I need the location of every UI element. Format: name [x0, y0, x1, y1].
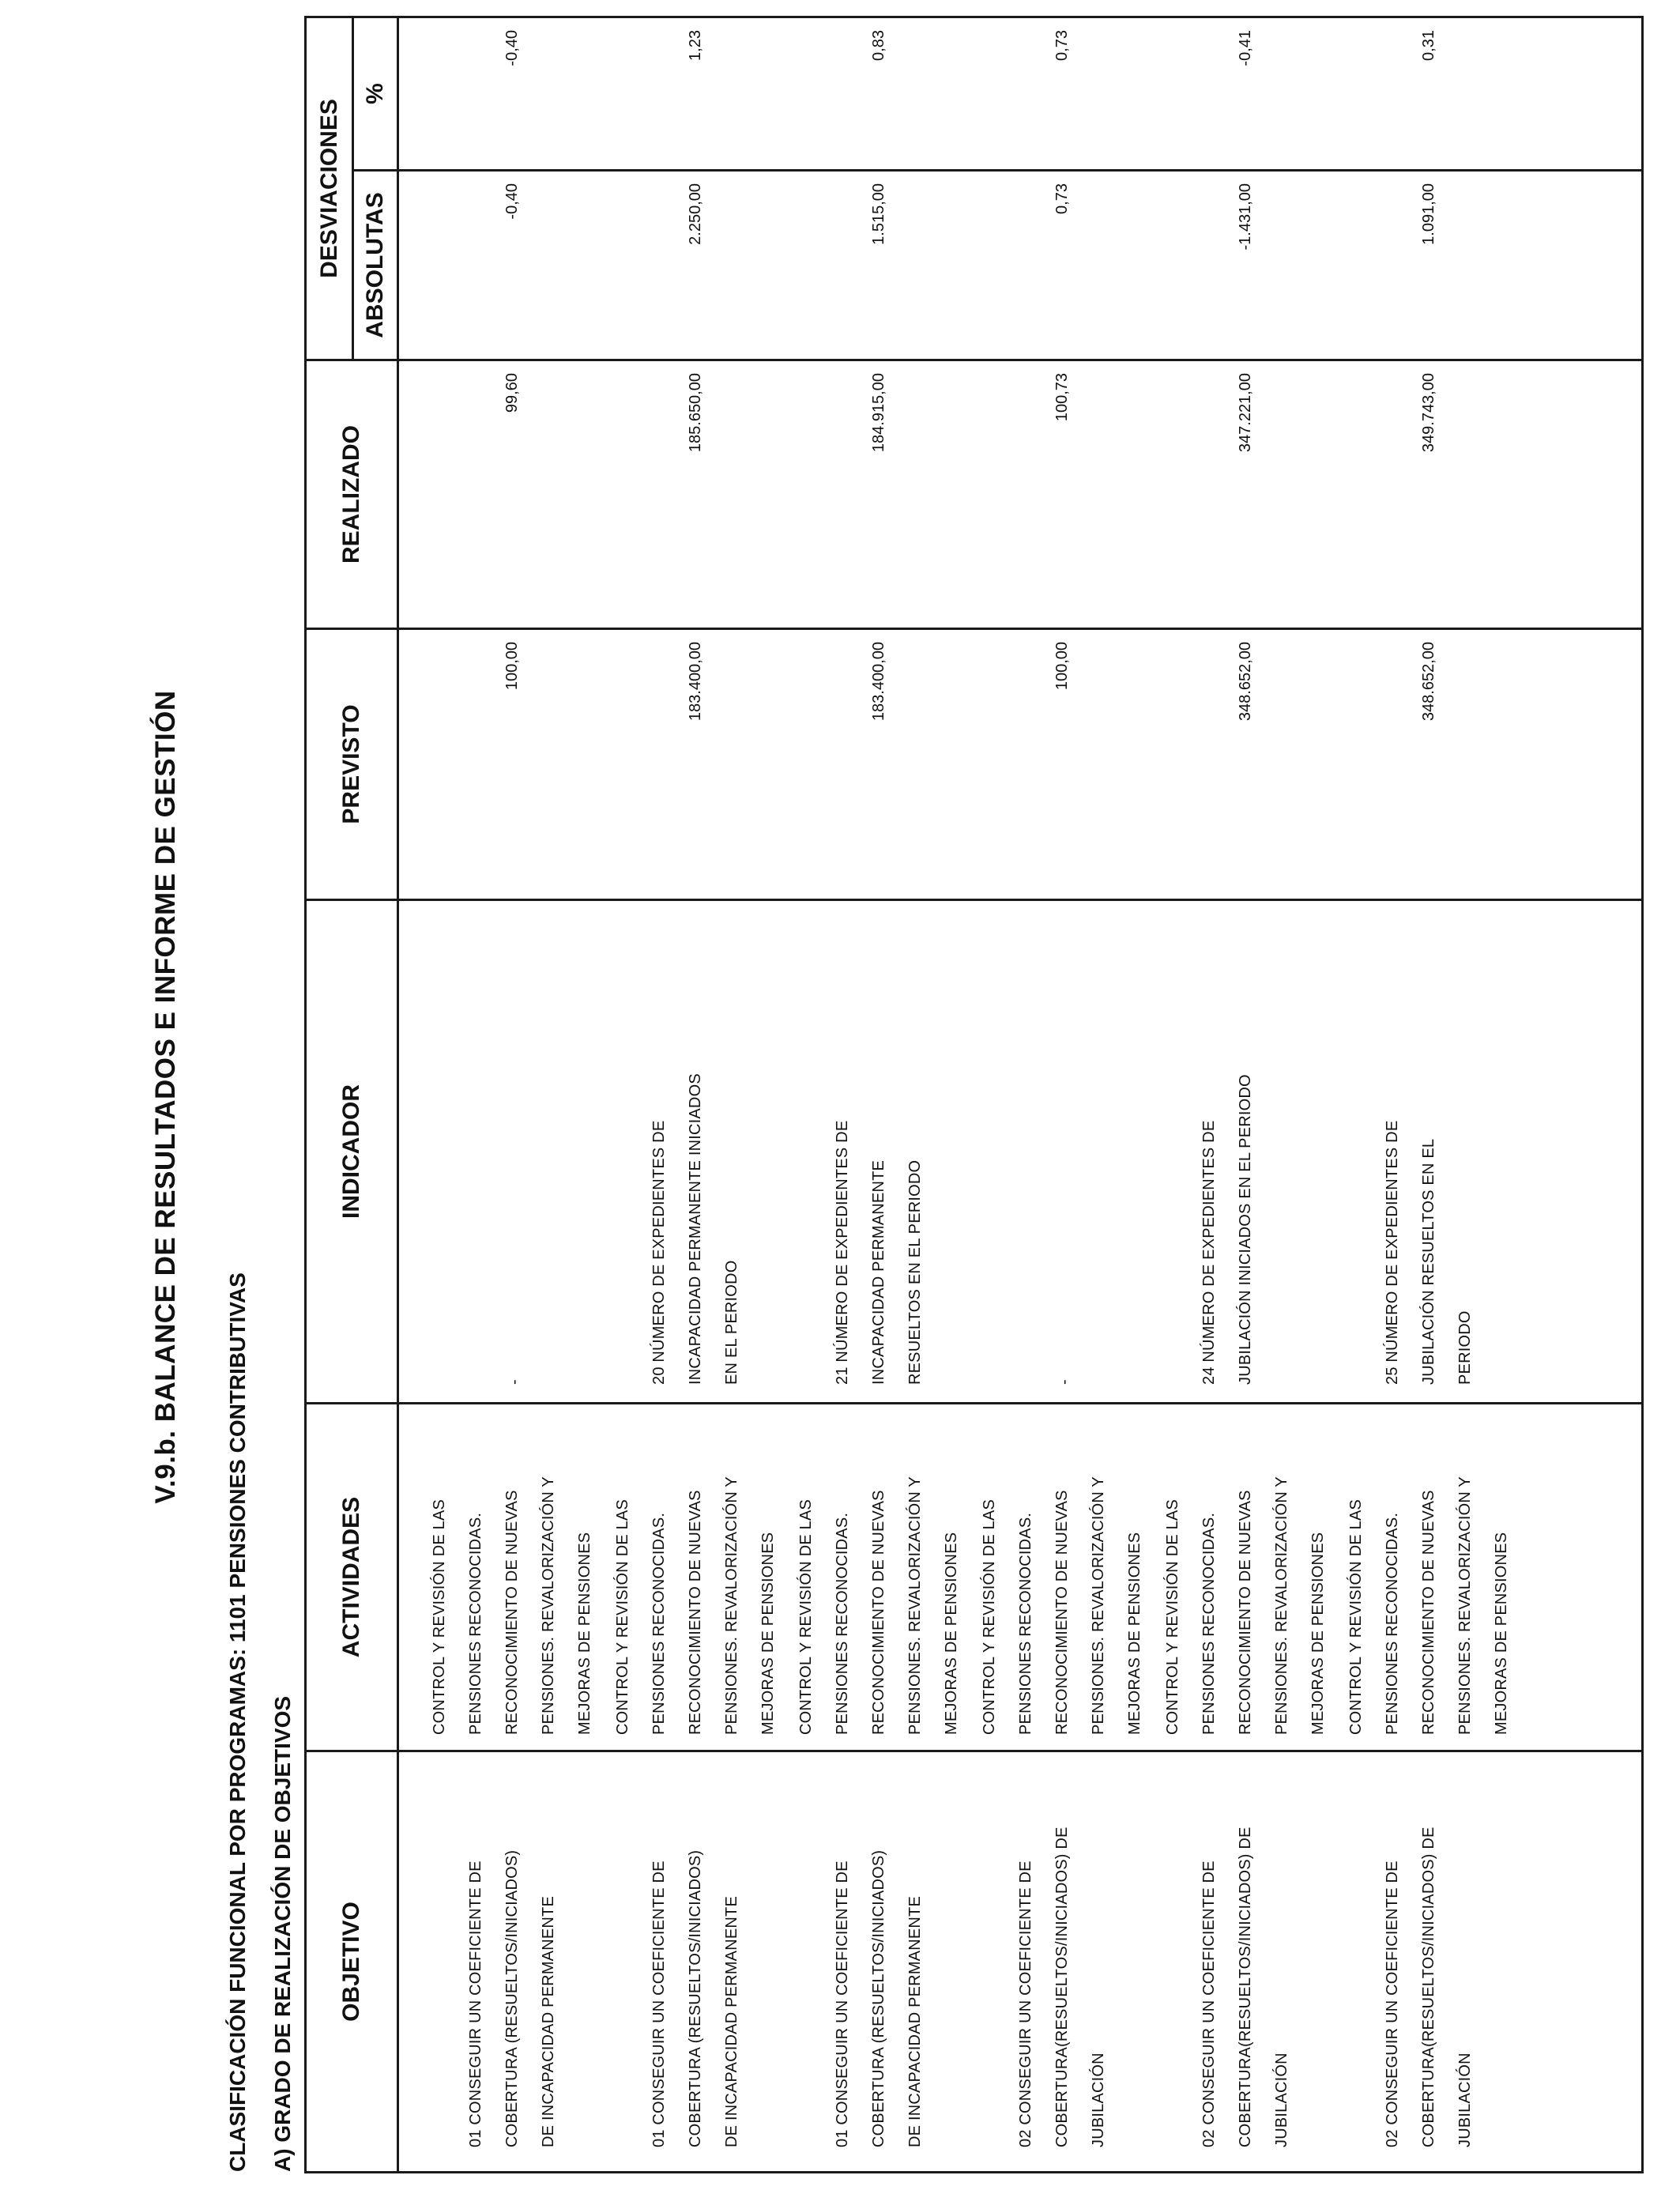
- previsto-value: 183.400,00: [687, 642, 704, 722]
- activities-text-line: CONTROL Y REVISIÓN DE LAS: [431, 1498, 448, 1735]
- header-absolutas: ABSOLUTAS: [362, 192, 388, 338]
- indicator-text: [1374, 910, 1483, 1385]
- objective-text-line: COBERTURA (RESUELTOS/INICIADOS): [870, 1849, 887, 2147]
- activities-text: [1338, 1411, 1520, 1735]
- activities-text-line: RECONOCIMIENTO DE NUEVAS: [870, 1490, 887, 1735]
- header-divider: [397, 18, 399, 2171]
- objective-text-line: JUBILACIÓN: [1273, 2053, 1290, 2147]
- objective-text-line: COBERTURA (RESUELTOS/INICIADOS): [687, 1849, 704, 2147]
- objective-text-line: DE INCAPACIDAD PERMANENTE: [906, 1895, 924, 2147]
- absolutas-value: 1.515,00: [870, 183, 887, 245]
- activities-text-line: MEJORAS DE PENSIONES: [1309, 1532, 1327, 1735]
- activities-text-line: PENSIONES. REVALORIZACIÓN Y: [723, 1476, 740, 1735]
- porcentaje-value: 0,83: [870, 30, 887, 61]
- col-divider: [307, 1402, 1641, 1404]
- activities-text-line: MEJORAS DE PENSIONES: [576, 1532, 593, 1735]
- activities-text: [971, 1411, 1153, 1735]
- absolutas-value: -0,40: [503, 183, 521, 220]
- objective-text-line: 02 CONSEGUIR UN COEFICIENTE DE: [1384, 1860, 1401, 2147]
- activities-text: [1155, 1411, 1336, 1735]
- porcentaje-value: 0,73: [1053, 30, 1071, 61]
- col-divider: [307, 628, 1641, 630]
- objective-text-line: DE INCAPACIDAD PERMANENTE: [540, 1895, 557, 2147]
- objective-text: [1374, 1760, 1483, 2147]
- report-title: V.9.b. BALANCE DE RESULTADOS E INFORME DE GESTIÓN: [150, 690, 181, 1504]
- objective-text-line: JUBILACIÓN: [1090, 2053, 1107, 2147]
- indicator-text-line: INCAPACIDAD PERMANENTE: [870, 1159, 887, 1385]
- indicator-text-line: EN EL PERIODO: [723, 1260, 740, 1385]
- indicator-text-line: 25 NÚMERO DE EXPEDIENTES DE: [1384, 1120, 1401, 1385]
- objective-text-line: 01 CONSEGUIR UN COEFICIENTE DE: [650, 1860, 668, 2147]
- col-divider: [307, 1750, 1641, 1752]
- porcentaje-value: -0,40: [503, 30, 521, 66]
- indicator-text-line: 21 NÚMERO DE EXPEDIENTES DE: [834, 1120, 851, 1385]
- activities-text: [421, 1411, 603, 1735]
- absolutas-value: 1.091,00: [1420, 183, 1437, 245]
- activities-text: [605, 1411, 786, 1735]
- indicator-text-line: INCAPACIDAD PERMANENTE INICIADOS: [687, 1073, 704, 1385]
- objective-text: [1191, 1760, 1300, 2147]
- previsto-value: 348.652,00: [1420, 642, 1437, 722]
- activities-text-line: CONTROL Y REVISIÓN DE LAS: [797, 1498, 815, 1735]
- objective-text-line: COBERTURA(RESUELTOS/INICIADOS) DE: [1237, 1826, 1254, 2147]
- activities-text-line: PENSIONES RECONOCIDAS.: [834, 1512, 851, 1735]
- activities-text-line: PENSIONES RECONOCIDAS.: [1017, 1512, 1034, 1735]
- objective-text-line: COBERTURA(RESUELTOS/INICIADOS) DE: [1053, 1826, 1071, 2147]
- indicator-text: [824, 910, 933, 1385]
- header-porcentaje: %: [362, 83, 388, 104]
- activities-text-line: MEJORAS DE PENSIONES: [943, 1532, 960, 1735]
- realizado-value: 185.650,00: [687, 373, 704, 453]
- previsto-value: 183.400,00: [870, 642, 887, 722]
- indicator-text-line: JUBILACIÓN INICIADOS EN EL PERIODO: [1237, 1074, 1254, 1385]
- previsto-value: 348.652,00: [1237, 642, 1254, 722]
- activities-text-line: PENSIONES RECONOCIDAS.: [1384, 1512, 1401, 1735]
- objective-text-line: DE INCAPACIDAD PERMANENTE: [723, 1895, 740, 2147]
- indicator-text-line: 20 NÚMERO DE EXPEDIENTES DE: [650, 1120, 668, 1385]
- col-divider: [352, 169, 1641, 172]
- objective-text-line: COBERTURA(RESUELTOS/INICIADOS) DE: [1420, 1826, 1437, 2147]
- activities-text-line: CONTROL Y REVISIÓN DE LAS: [1164, 1498, 1181, 1735]
- header-realizado: REALIZADO: [338, 425, 364, 564]
- header-indicador: INDICADOR: [338, 1084, 364, 1219]
- indicator-text-line: PERIODO: [1456, 1310, 1474, 1385]
- objective-text-line: 01 CONSEGUIR UN COEFICIENTE DE: [834, 1860, 851, 2147]
- header-actividades: ACTIVIDADES: [338, 1496, 364, 1658]
- objective-text-line: JUBILACIÓN: [1456, 2053, 1474, 2147]
- section-title: A) GRADO DE REALIZACIÓN DE OBJETIVOS: [270, 1695, 295, 2172]
- header-previsto: PREVISTO: [338, 704, 364, 824]
- previsto-value: 100,00: [503, 642, 521, 691]
- indicator-text-line: RESUELTOS EN EL PERIODO: [906, 1159, 924, 1385]
- indicator-dash: -: [1056, 1379, 1073, 1385]
- activities-text-line: RECONOCIMIENTO DE NUEVAS: [503, 1490, 521, 1735]
- activities-text-line: PENSIONES RECONOCIDAS.: [467, 1512, 484, 1735]
- objective-text: [458, 1760, 567, 2147]
- objectives-table: [304, 16, 1644, 2173]
- indicator-text-line: 24 NÚMERO DE EXPEDIENTES DE: [1200, 1120, 1218, 1385]
- activities-text-line: PENSIONES. REVALORIZACIÓN Y: [906, 1476, 924, 1735]
- activities-text-line: PENSIONES. REVALORIZACIÓN Y: [1273, 1476, 1290, 1735]
- indicator-text: [641, 910, 750, 1385]
- classification-line: CLASIFICACIÓN FUNCIONAL POR PROGRAMAS: 1101 PENSIONES CONTRIBUTIVAS: [225, 1272, 250, 2172]
- objective-text: [641, 1760, 750, 2147]
- realizado-value: 347.221,00: [1237, 373, 1254, 453]
- activities-text-line: MEJORAS DE PENSIONES: [1126, 1532, 1143, 1735]
- absolutas-value: 0,73: [1053, 183, 1071, 214]
- porcentaje-value: 0,31: [1420, 30, 1437, 61]
- activities-text-line: RECONOCIMIENTO DE NUEVAS: [687, 1490, 704, 1735]
- activities-text-line: PENSIONES RECONOCIDAS.: [650, 1512, 668, 1735]
- objective-text-line: 02 CONSEGUIR UN COEFICIENTE DE: [1017, 1860, 1034, 2147]
- porcentaje-value: 1,23: [687, 30, 704, 61]
- activities-text-line: PENSIONES. REVALORIZACIÓN Y: [540, 1476, 557, 1735]
- activities-text-line: MEJORAS DE PENSIONES: [1493, 1532, 1510, 1735]
- absolutas-value: -1.431,00: [1237, 183, 1254, 251]
- activities-text-line: CONTROL Y REVISIÓN DE LAS: [981, 1498, 998, 1735]
- absolutas-value: 2.250,00: [687, 183, 704, 245]
- activities-text-line: CONTROL Y REVISIÓN DE LAS: [1347, 1498, 1365, 1735]
- indicator-dash: -: [506, 1379, 523, 1385]
- indicator-text: [1191, 910, 1264, 1385]
- activities-text: [788, 1411, 970, 1735]
- activities-text-line: PENSIONES RECONOCIDAS.: [1200, 1512, 1218, 1735]
- activities-text-line: RECONOCIMIENTO DE NUEVAS: [1053, 1490, 1071, 1735]
- activities-text-line: RECONOCIMIENTO DE NUEVAS: [1420, 1490, 1437, 1735]
- activities-text-line: PENSIONES. REVALORIZACIÓN Y: [1090, 1476, 1107, 1735]
- indicator-text-line: JUBILACIÓN RESUELTOS EN EL: [1420, 1138, 1437, 1385]
- col-divider: [307, 899, 1641, 901]
- activities-text-line: CONTROL Y REVISIÓN DE LAS: [614, 1498, 631, 1735]
- realizado-value: 184.915,00: [870, 373, 887, 453]
- porcentaje-value: -0,41: [1237, 30, 1254, 66]
- realizado-value: 100,73: [1053, 373, 1071, 422]
- objective-text-line: COBERTURA (RESUELTOS/INICIADOS): [503, 1849, 521, 2147]
- realizado-value: 349.743,00: [1420, 373, 1437, 453]
- previsto-value: 100,00: [1053, 642, 1071, 691]
- objective-text: [1008, 1760, 1117, 2147]
- objective-text: [824, 1760, 933, 2147]
- activities-text-line: MEJORAS DE PENSIONES: [759, 1532, 777, 1735]
- realizado-value: 99,60: [503, 373, 521, 413]
- activities-text-line: PENSIONES. REVALORIZACIÓN Y: [1456, 1476, 1474, 1735]
- activities-text-line: RECONOCIMIENTO DE NUEVAS: [1237, 1490, 1254, 1735]
- header-desviaciones: DESVIACIONES: [315, 99, 342, 278]
- header-objetivo: OBJETIVO: [338, 1902, 364, 2022]
- objective-text-line: 01 CONSEGUIR UN COEFICIENTE DE: [467, 1860, 484, 2147]
- objective-text-line: 02 CONSEGUIR UN COEFICIENTE DE: [1200, 1860, 1218, 2147]
